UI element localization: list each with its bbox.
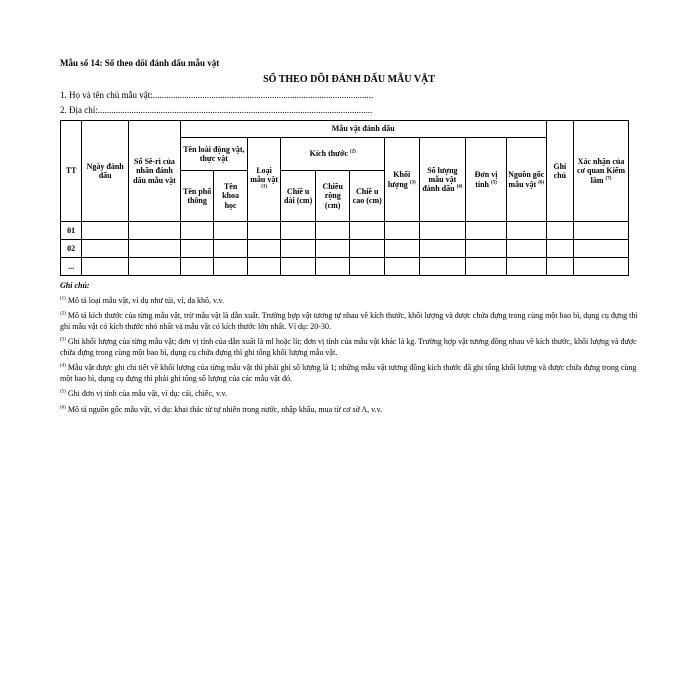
owner-name-field[interactable]: 1. Họ và tên chủ mẫu vật:..................................................................................................	[60, 90, 374, 100]
document-page	[60, 58, 638, 420]
col-chieu-cao: Chiề u cao (cm)	[350, 171, 385, 222]
document-title: SỔ THEO DÕI ĐÁNH DẤU MẪU VẬT	[263, 74, 435, 85]
row-number: ...	[61, 258, 82, 276]
table-row	[61, 240, 629, 258]
row-number: 02	[61, 240, 82, 258]
note-item: $^{(6)}$ Mô tả nguồn gốc mẫu vật, ví dụ: khai thác từ tự nhiên trong nước, nhập khẩu, mua từ cơ sở A, v.v.	[60, 404, 383, 414]
table-row	[61, 258, 629, 276]
col-khoi-luong: Khối lượng $^{(3)}$	[384, 138, 419, 222]
row-number: 01	[61, 222, 82, 240]
col-tt: TT	[61, 121, 82, 222]
col-ten-pho-thong: Tên phổ thông	[180, 171, 214, 222]
col-nguon-goc: Nguồn gốc mẫu vật $^{(6)}$	[506, 138, 546, 222]
col-kich-thuoc: Kích thước $^{(2)}$	[281, 138, 385, 171]
specimen-marking-table	[60, 120, 629, 276]
col-so-luong: Số lượng mẫu vật đánh dấu $^{(4)}$	[419, 138, 466, 222]
note-item: $^{(3)}$ Ghi khối lượng của từng mẫu vật; đơn vị tính của dẫn xuất là ml hoặc lít; đơn vị tính của mẫu vật khác là kg. Trường hợp vật tương đồng nhau về kích thước, khối lượng và được chứa đựng trong cùng một bao bì, dụng cụ chứa đựng thì ghi tổng khối lượng mẫu vật.	[60, 337, 637, 357]
col-ten-khoa-hoc: Tên khoa học	[214, 171, 248, 222]
col-xac-nhan: Xác nhận của cơ quan Kiểm lâm $^{(7)}$	[574, 121, 629, 222]
address-field[interactable]: 2. Địa chỉ:..........................................................................................................................	[60, 105, 373, 115]
col-ten-loai: Tên loài động vật, thực vật	[180, 138, 247, 171]
col-chieu-rong: Chiều rộng (cm)	[315, 171, 350, 222]
note-item: $^{(2)}$ Mô tả kích thước của từng mẫu vật, trừ mẫu vật là dẫn xuất. Trường hợp vật tương tự nhau về kích thước, khối lượng và được chứa đựng trong cùng một bao bì, dụng cụ đựng thì ghi mẫu vật có kích thước nhỏ nhất và mẫu vật có kích thước lớn nhất. Ví dụ: 20-30.	[60, 311, 638, 331]
notes-title: Ghi chú:	[60, 281, 90, 290]
table-row	[61, 222, 629, 240]
col-group-mau-vat: Mẫu vật đánh dấu	[180, 121, 546, 138]
col-loai-mau-vat: Loại mẫu vật $^{(1)}$	[247, 138, 281, 222]
col-ngay-danh-dau: Ngày đánh dấu	[82, 121, 129, 222]
note-item: $^{(1)}$ Mô tả loại mẫu vật, ví dụ như túi, ví, da khô, v.v.	[60, 295, 225, 305]
col-so-seri: Số Sê-ri của nhãn đánh dấu mẫu vật	[129, 121, 181, 222]
col-chieu-dai: Chiề u dài (cm)	[281, 171, 316, 222]
note-item: $^{(5)}$ Ghi đơn vị tính của mẫu vật, ví dụ: cái, chiếc, v.v.	[60, 389, 227, 399]
notes-section	[60, 281, 638, 415]
col-ghi-chu: Ghi chú	[546, 121, 573, 222]
col-don-vi: Đơn vị tính $^{(5)}$	[466, 138, 507, 222]
form-number: Mẫu số 14: Sổ theo dõi đánh dấu mẫu vật	[60, 58, 220, 68]
note-item: $^{(4)}$ Mẫu vật được ghi chi tiết về khối lượng của từng mẫu vật thì phải ghi số lượng là 1; những mẫu vật tương đồng kích thước đã ghi tổng khối lượng và được chứa đựng trong cùng một bao bì, dụng cụ đựng thì phải ghi tổng số lượng của các mẫu vật đó.	[60, 363, 637, 383]
